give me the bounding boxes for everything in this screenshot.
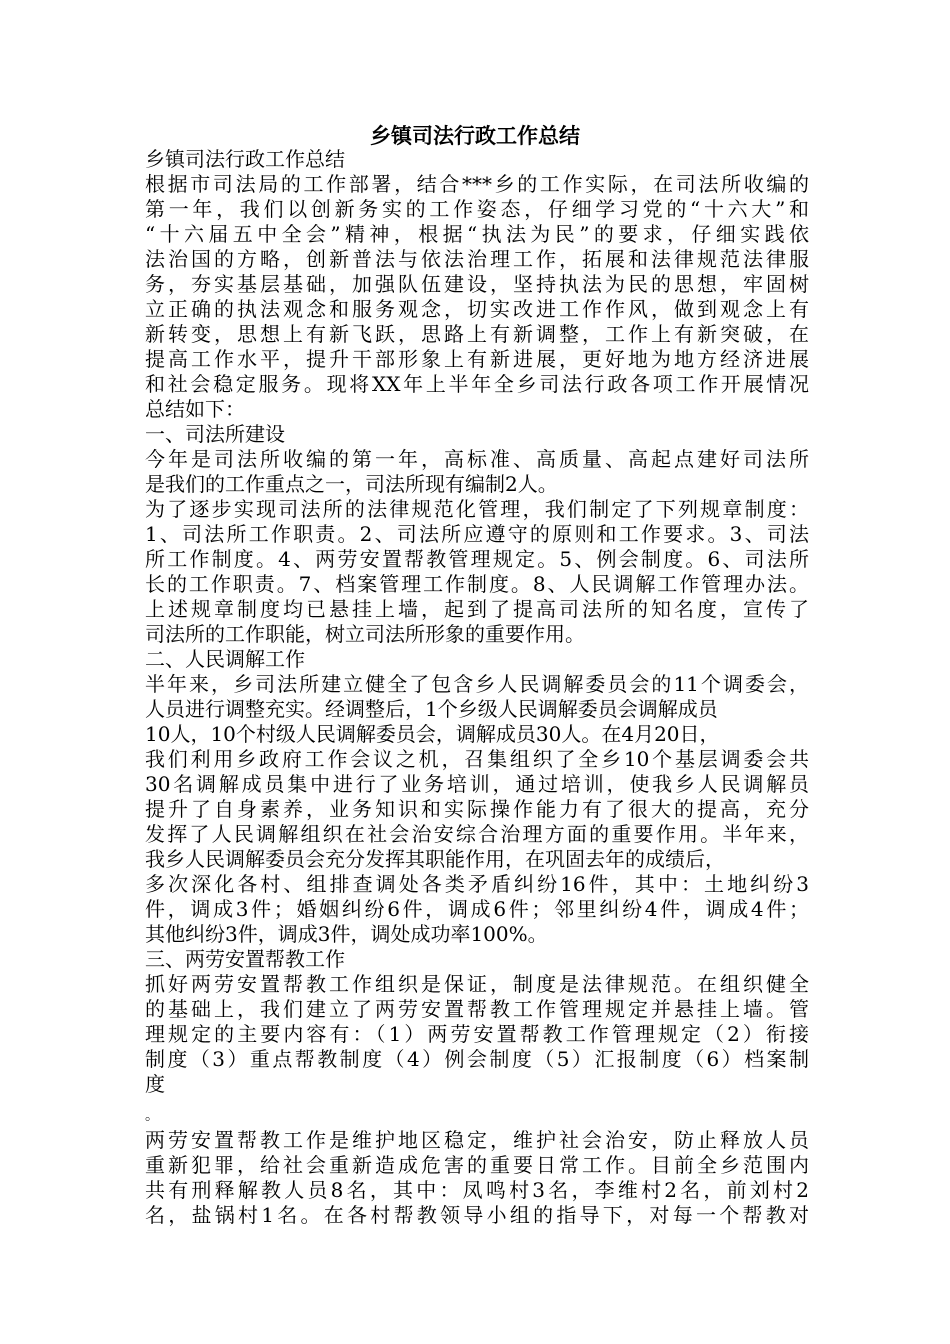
text-line: 总结如下： xyxy=(145,397,245,421)
text-line: 和社会稳定服务。现将XX年上半年全乡司法行政各项工作开展情况 xyxy=(145,372,809,396)
text-line: 10人，10个村级人民调解委员会，调解成员30人。在4月20日， xyxy=(145,722,720,746)
text-line: 乡镇司法行政工作总结 xyxy=(145,147,345,171)
text-line: 为了逐步实现司法所的法律规范化管理，我们制定了下列规章制度： xyxy=(145,497,809,521)
text-line: 务，夯实基层基础，加强队伍建设，坚持执法为民的思想，牢固树 xyxy=(145,272,809,296)
text-line: 新转变，思想上有新飞跃，思路上有新调整，工作上有新突破，在 xyxy=(145,322,809,346)
text-line: 法治国的方略，创新普法与依法治理工作，拓展和法律规范法律服 xyxy=(145,247,809,271)
text-line: 人员进行调整充实。经调整后，1个乡级人民调解委员会调解成员 xyxy=(145,697,718,721)
text-line: 度 xyxy=(145,1072,165,1096)
text-line: 1、司法所工作职责。2、司法所应遵守的原则和工作要求。3、司法 xyxy=(145,522,809,546)
document-body xyxy=(145,147,809,1228)
text-line: 立正确的执法观念和服务观念，切实改进工作作风，做到观念上有 xyxy=(145,297,809,321)
text-line: 提升了自身素养，业务知识和实际操作能力有了很大的提高，充分 xyxy=(145,797,809,821)
text-line: 多次深化各村、组排查调处各类矛盾纠纷16件，其中：土地纠纷3 xyxy=(145,872,809,896)
text-line: 司法所的工作职能，树立司法所形象的重要作用。 xyxy=(145,622,585,646)
text-line: 我乡人民调解委员会充分发挥其职能作用，在巩固去年的成绩后， xyxy=(145,847,725,871)
text-line: 今年是司法所收编的第一年，高标准、高质量、高起点建好司法所 xyxy=(145,447,809,471)
document-title: 乡镇司法行政工作总结 xyxy=(370,123,580,148)
text-line: 提高工作水平，提升干部形象上有新进展，更好地为地方经济进展 xyxy=(145,347,809,371)
section-heading: 三、两劳安置帮教工作 xyxy=(145,947,345,971)
text-line: 上述规章制度均已悬挂上墙，起到了提高司法所的知名度，宣传了 xyxy=(145,597,809,621)
text-line: 是我们的工作重点之一，司法所现有编制2人。 xyxy=(145,472,558,496)
text-line: 制度（3）重点帮教制度（4）例会制度（5）汇报制度（6）档案制 xyxy=(145,1047,809,1071)
text-line: 第一年，我们以创新务实的工作姿态，仔细学习党的“十六大”和 xyxy=(145,197,809,221)
text-line: 长的工作职责。7、档案管理工作制度。8、人民调解工作管理办法。 xyxy=(145,572,809,596)
text-line: 件，调成3件；婚姻纠纷6件，调成6件；邻里纠纷4件，调成4件； xyxy=(145,897,809,921)
text-line: “十六届五中全会”精神，根据“执法为民”的要求，仔细实践依 xyxy=(145,222,809,246)
text-line: 共有刑释解教人员8名，其中：凤鸣村3名，李维村2名，前刘村2 xyxy=(145,1178,809,1202)
text-line: 重新犯罪，给社会重新造成危害的重要日常工作。目前全乡范围内 xyxy=(145,1153,809,1177)
text-line: 。 xyxy=(145,1108,159,1124)
text-line: 30名调解成员集中进行了业务培训，通过培训，使我乡人民调解员 xyxy=(145,772,809,796)
text-line: 抓好两劳安置帮教工作组织是保证，制度是法律规范。在组织健全 xyxy=(145,972,809,996)
text-line: 根据市司法局的工作部署，结合***乡的工作实际，在司法所收编的 xyxy=(145,172,809,196)
text-line: 理规定的主要内容有：（1）两劳安置帮教工作管理规定（2）衔接 xyxy=(145,1022,809,1046)
text-line: 所工作制度。4、两劳安置帮教管理规定。5、例会制度。6、司法所 xyxy=(145,547,809,571)
section-heading: 二、人民调解工作 xyxy=(145,647,305,671)
text-line: 半年来，乡司法所建立健全了包含乡人民调解委员会的11个调委会， xyxy=(145,672,809,696)
text-line: 其他纠纷3件，调成3件，调处成功率100%。 xyxy=(145,922,548,946)
text-line: 名，盐锅村1名。在各村帮教领导小组的指导下，对每一个帮教对 xyxy=(145,1203,809,1227)
section-heading: 一、司法所建设 xyxy=(145,422,285,446)
text-line: 发挥了人民调解组织在社会治安综合治理方面的重要作用。半年来， xyxy=(145,822,809,846)
text-line: 我们利用乡政府工作会议之机，召集组织了全乡10个基层调委会共 xyxy=(145,747,809,771)
text-line: 的基础上，我们建立了两劳安置帮教工作管理规定并悬挂上墙。管 xyxy=(145,997,809,1021)
text-line: 两劳安置帮教工作是维护地区稳定，维护社会治安，防止释放人员 xyxy=(145,1128,809,1152)
